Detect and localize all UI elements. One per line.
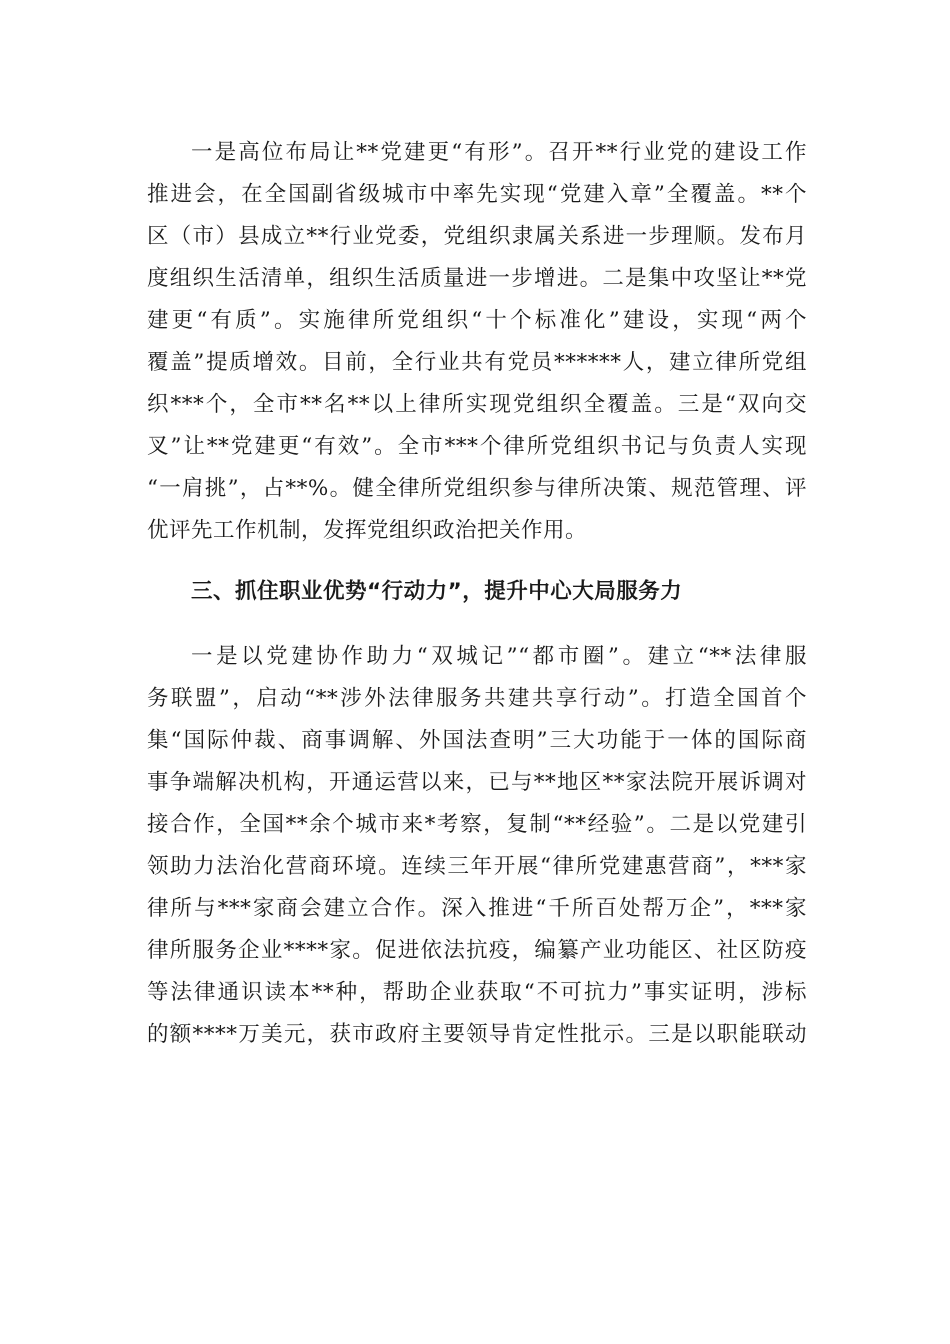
paragraph-line: 建更“有质”。实施律所党组织“十个标准化”建设，实现“两个	[147, 308, 807, 333]
paragraph-line: 织***个，全市**名**以上律所实现党组织全覆盖。三是“双向交	[147, 392, 807, 417]
paragraph-line: 律所服务企业****家。促进依法抗疫，编纂产业功能区、社区防疫	[147, 938, 807, 963]
paragraph-line: 事争端解决机构，开通运营以来，已与**地区**家法院开展诉调对	[147, 770, 807, 795]
paragraph-line: 一是以党建协作助力“双城记”“都市圈”。建立“**法律服	[191, 644, 807, 669]
paragraph-line: 的额****万美元，获市政府主要领导肯定性批示。三是以职能联动	[147, 1022, 807, 1047]
paragraph-line: 区（市）县成立**行业党委，党组织隶属关系进一步理顺。发布月	[147, 224, 807, 249]
paragraph-party-building	[147, 132, 807, 552]
paragraph-line: 叉”让**党建更“有效”。全市***个律所党组织书记与负责人实现	[147, 434, 807, 459]
paragraph-line: 度组织生活清单，组织生活质量进一步增进。二是集中攻坚让**党	[147, 266, 807, 291]
paragraph-line: 律所与***家商会建立合作。深入推进“千所百处帮万企”，***家	[147, 896, 807, 921]
section-heading: 三、抓住职业优势“行动力”，提升中心大局服务力	[191, 579, 683, 604]
paragraph-line: 优评先工作机制，发挥党组织政治把关作用。	[147, 518, 588, 543]
paragraph-line: 务联盟”，启动“**涉外法律服务共建共享行动”。打造全国首个	[147, 686, 807, 711]
paragraph-line: 集“国际仲裁、商事调解、外国法查明”三大功能于一体的国际商	[147, 728, 807, 753]
paragraph-line: 接合作，全国**余个城市来*考察，复制“**经验”。二是以党建引	[147, 812, 807, 837]
paragraph-line: 等法律通识读本**种，帮助企业获取“不可抗力”事实证明，涉标	[147, 980, 807, 1005]
paragraph-line: 领助力法治化营商环境。连续三年开展“律所党建惠营商”，***家	[147, 854, 807, 879]
document-body	[147, 132, 807, 1056]
paragraph-line: 一是高位布局让**党建更“有形”。召开**行业党的建设工作	[191, 140, 807, 165]
paragraph-service	[147, 636, 807, 1056]
paragraph-line: 覆盖”提质增效。目前，全行业共有党员******人，建立律所党组	[147, 350, 807, 375]
paragraph-line: “一肩挑”，占**%。健全律所党组织参与律所决策、规范管理、评	[147, 476, 807, 501]
paragraph-line: 推进会，在全国副省级城市中率先实现“党建入章”全覆盖。**个	[147, 182, 807, 207]
